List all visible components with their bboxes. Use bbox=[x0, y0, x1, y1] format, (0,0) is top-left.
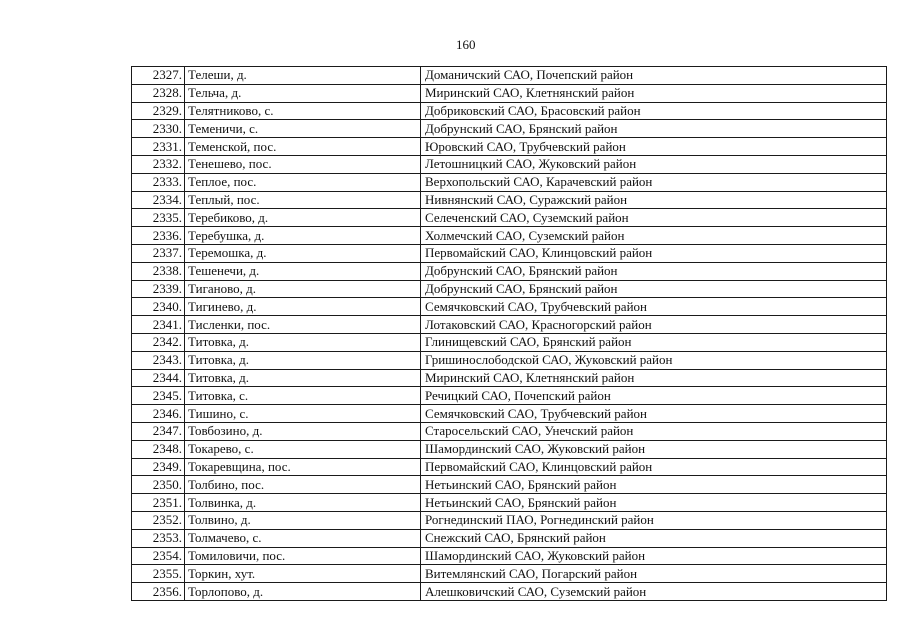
table-row bbox=[132, 494, 887, 512]
table-row bbox=[132, 333, 887, 351]
row-number: 2341. bbox=[132, 316, 185, 334]
row-number: 2336. bbox=[132, 227, 185, 245]
row-number: 2352. bbox=[132, 511, 185, 529]
table-row bbox=[132, 67, 887, 85]
row-number: 2334. bbox=[132, 191, 185, 209]
district-name: Семячковский САО, Трубчевский район bbox=[421, 298, 887, 316]
table-row bbox=[132, 120, 887, 138]
district-name: Юровский САО, Трубчевский район bbox=[421, 138, 887, 156]
district-name: Витемлянский САО, Погарский район bbox=[421, 565, 887, 583]
table-row bbox=[132, 369, 887, 387]
row-number: 2339. bbox=[132, 280, 185, 298]
settlement-name: Тенешево, пос. bbox=[185, 155, 421, 173]
settlement-name: Токарево, с. bbox=[185, 440, 421, 458]
table-row bbox=[132, 209, 887, 227]
settlement-name: Торкин, хут. bbox=[185, 565, 421, 583]
row-number: 2342. bbox=[132, 333, 185, 351]
row-number: 2340. bbox=[132, 298, 185, 316]
row-number: 2332. bbox=[132, 155, 185, 173]
row-number: 2356. bbox=[132, 583, 185, 601]
district-name: Семячковский САО, Трубчевский район bbox=[421, 405, 887, 423]
settlement-name: Тисленки, пос. bbox=[185, 316, 421, 334]
table-row bbox=[132, 458, 887, 476]
table-row bbox=[132, 191, 887, 209]
district-name: Нивнянский САО, Суражский район bbox=[421, 191, 887, 209]
settlement-name: Титовка, д. bbox=[185, 369, 421, 387]
row-number: 2354. bbox=[132, 547, 185, 565]
district-name: Первомайский САО, Клинцовский район bbox=[421, 458, 887, 476]
row-number: 2343. bbox=[132, 351, 185, 369]
district-name: Доманичский САО, Почепский район bbox=[421, 67, 887, 85]
row-number: 2349. bbox=[132, 458, 185, 476]
row-number: 2351. bbox=[132, 494, 185, 512]
district-name: Снежский САО, Брянский район bbox=[421, 529, 887, 547]
settlements-table bbox=[131, 66, 887, 601]
table-row bbox=[132, 316, 887, 334]
row-number: 2345. bbox=[132, 387, 185, 405]
district-name: Старосельский САО, Унечский район bbox=[421, 422, 887, 440]
page-number: 160 bbox=[456, 37, 476, 52]
table-row bbox=[132, 298, 887, 316]
row-number: 2333. bbox=[132, 173, 185, 191]
row-number: 2353. bbox=[132, 529, 185, 547]
table-row bbox=[132, 476, 887, 494]
table-row bbox=[132, 227, 887, 245]
table-row bbox=[132, 387, 887, 405]
row-number: 2329. bbox=[132, 102, 185, 120]
district-name: Алешковичский САО, Суземский район bbox=[421, 583, 887, 601]
table-row bbox=[132, 565, 887, 583]
settlement-name: Титовка, с. bbox=[185, 387, 421, 405]
district-name: Нетьинский САО, Брянский район bbox=[421, 494, 887, 512]
table-row bbox=[132, 262, 887, 280]
row-number: 2350. bbox=[132, 476, 185, 494]
row-number: 2344. bbox=[132, 369, 185, 387]
district-name: Добрунский САО, Брянский район bbox=[421, 262, 887, 280]
table-row bbox=[132, 440, 887, 458]
settlement-name: Тиганово, д. bbox=[185, 280, 421, 298]
row-number: 2335. bbox=[132, 209, 185, 227]
settlement-name: Телятниково, с. bbox=[185, 102, 421, 120]
district-name: Летошницкий САО, Жуковский район bbox=[421, 155, 887, 173]
row-number: 2331. bbox=[132, 138, 185, 156]
settlement-name: Толвино, д. bbox=[185, 511, 421, 529]
district-name: Шамординский САО, Жуковский район bbox=[421, 547, 887, 565]
table-row bbox=[132, 583, 887, 601]
table-row bbox=[132, 280, 887, 298]
settlement-name: Толвинка, д. bbox=[185, 494, 421, 512]
row-number: 2348. bbox=[132, 440, 185, 458]
table-body bbox=[132, 67, 887, 601]
table-row bbox=[132, 405, 887, 423]
row-number: 2330. bbox=[132, 120, 185, 138]
table-row bbox=[132, 102, 887, 120]
table-row bbox=[132, 84, 887, 102]
table-row bbox=[132, 155, 887, 173]
settlement-name: Теплое, пос. bbox=[185, 173, 421, 191]
district-name: Миринский САО, Клетнянский район bbox=[421, 369, 887, 387]
table-row bbox=[132, 244, 887, 262]
district-name: Добрунский САО, Брянский район bbox=[421, 280, 887, 298]
row-number: 2355. bbox=[132, 565, 185, 583]
table-row bbox=[132, 511, 887, 529]
table-row bbox=[132, 351, 887, 369]
row-number: 2327. bbox=[132, 67, 185, 85]
settlement-name: Тельча, д. bbox=[185, 84, 421, 102]
settlement-name: Титовка, д. bbox=[185, 333, 421, 351]
settlement-name: Тишино, с. bbox=[185, 405, 421, 423]
district-name: Селеченский САО, Суземский район bbox=[421, 209, 887, 227]
settlement-name: Титовка, д. bbox=[185, 351, 421, 369]
table-row bbox=[132, 422, 887, 440]
settlement-name: Тигинево, д. bbox=[185, 298, 421, 316]
district-name: Добрунский САО, Брянский район bbox=[421, 120, 887, 138]
district-name: Гришинослободской САО, Жуковский район bbox=[421, 351, 887, 369]
settlement-name: Теребушка, д. bbox=[185, 227, 421, 245]
settlement-name: Томиловичи, пос. bbox=[185, 547, 421, 565]
settlement-name: Тешенечи, д. bbox=[185, 262, 421, 280]
settlement-name: Толмачево, с. bbox=[185, 529, 421, 547]
row-number: 2347. bbox=[132, 422, 185, 440]
settlement-name: Теменичи, с. bbox=[185, 120, 421, 138]
district-name: Речицкий САО, Почепский район bbox=[421, 387, 887, 405]
district-name: Верхопольский САО, Карачевский район bbox=[421, 173, 887, 191]
district-name: Шамординский САО, Жуковский район bbox=[421, 440, 887, 458]
district-name: Рогнединский ПАО, Рогнединский район bbox=[421, 511, 887, 529]
settlement-name: Товбозино, д. bbox=[185, 422, 421, 440]
district-name: Лотаковский САО, Красногорский район bbox=[421, 316, 887, 334]
table-row bbox=[132, 547, 887, 565]
settlement-name: Теменской, пос. bbox=[185, 138, 421, 156]
settlement-name: Торлопово, д. bbox=[185, 583, 421, 601]
table-row bbox=[132, 173, 887, 191]
table-row bbox=[132, 138, 887, 156]
district-name: Холмечский САО, Суземский район bbox=[421, 227, 887, 245]
row-number: 2338. bbox=[132, 262, 185, 280]
district-name: Глинищевский САО, Брянский район bbox=[421, 333, 887, 351]
row-number: 2346. bbox=[132, 405, 185, 423]
settlement-name: Толбино, пос. bbox=[185, 476, 421, 494]
district-name: Миринский САО, Клетнянский район bbox=[421, 84, 887, 102]
settlement-name: Телеши, д. bbox=[185, 67, 421, 85]
settlement-name: Теплый, пос. bbox=[185, 191, 421, 209]
table-row bbox=[132, 529, 887, 547]
district-name: Нетьинский САО, Брянский район bbox=[421, 476, 887, 494]
district-name: Первомайский САО, Клинцовский район bbox=[421, 244, 887, 262]
district-name: Добриковский САО, Брасовский район bbox=[421, 102, 887, 120]
settlement-name: Токаревщина, пос. bbox=[185, 458, 421, 476]
settlement-name: Теребиково, д. bbox=[185, 209, 421, 227]
row-number: 2328. bbox=[132, 84, 185, 102]
settlement-name: Теремошка, д. bbox=[185, 244, 421, 262]
row-number: 2337. bbox=[132, 244, 185, 262]
